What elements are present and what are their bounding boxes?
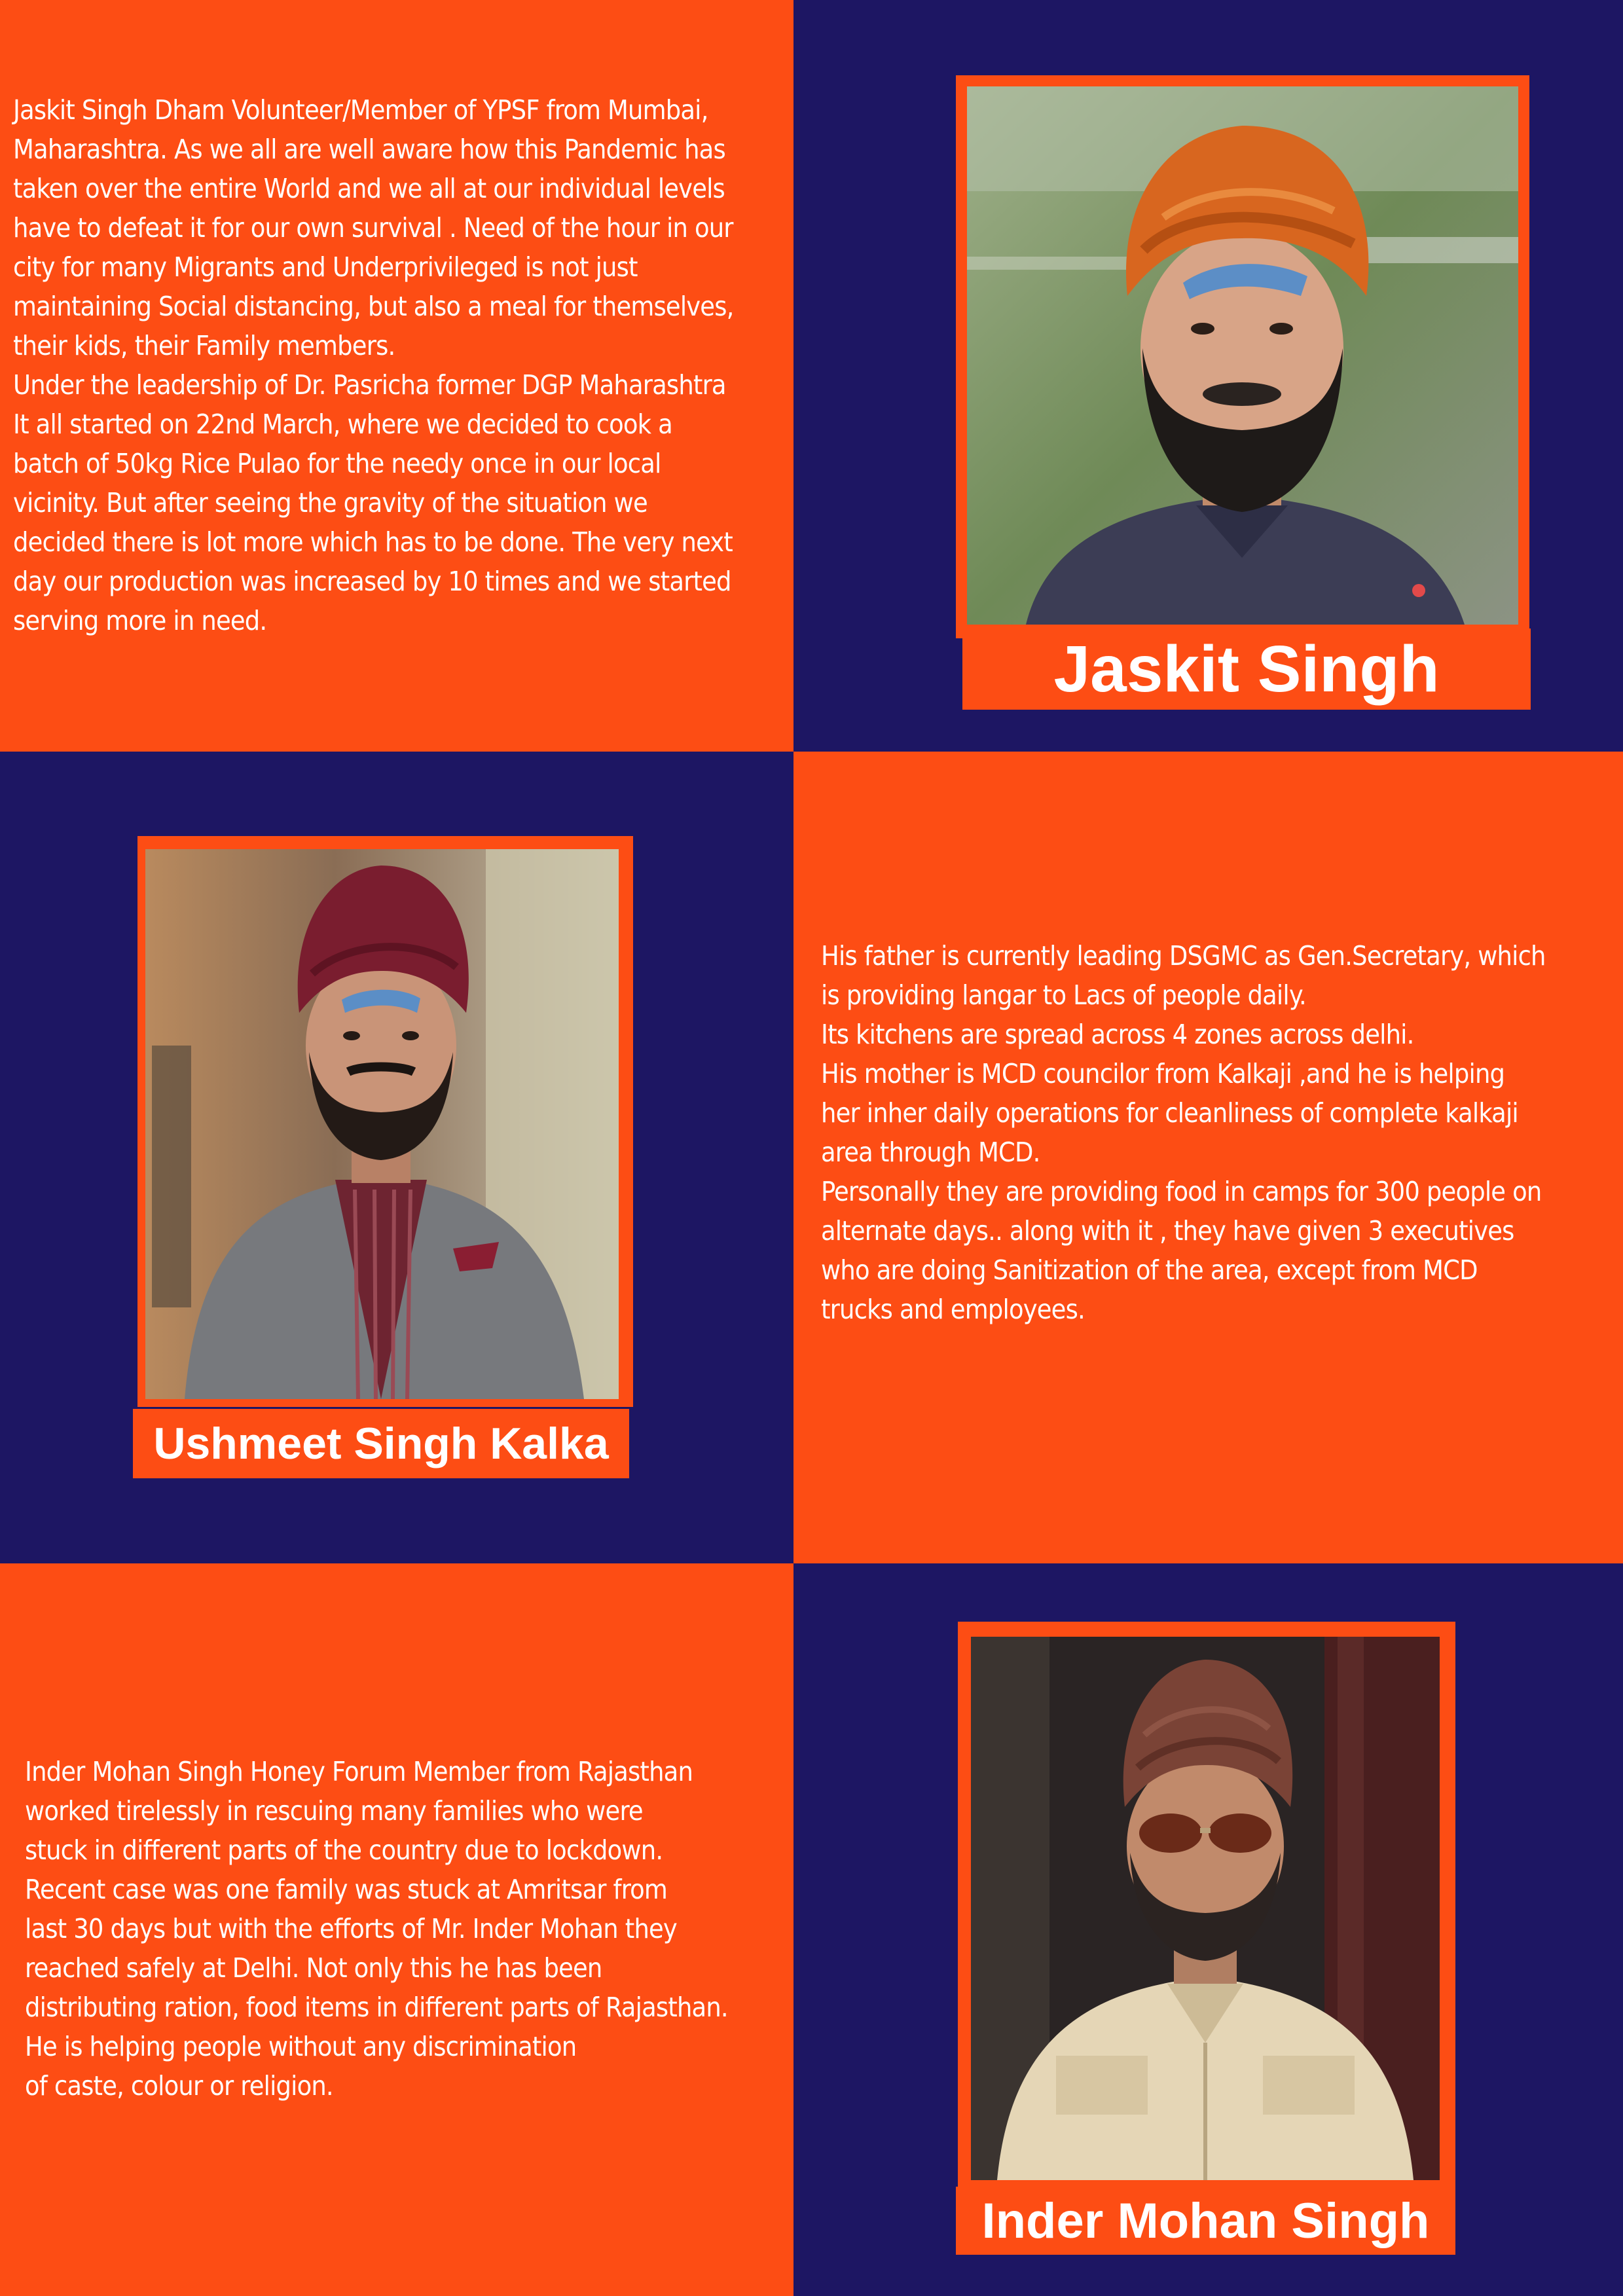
ushmeet-singh-kalka-description: His father is currently leading DSGMC as Gen.Secretary, which is providing langar to Lacs of people daily. Its kitchens are spread across 4 zones across delhi. His mother is MCD councilor from Kalkaji ,and he is helping her inher daily operations for cleanliness of complete kalkaji area through MCD. Personally they are providing food in camps for 300 people on alternate days.. along with it , they have given 3 executives who are doing Sanitization of the area, except from MCD trucks and employees. <box>821 940 1546 1325</box>
portrait-photo-inder-mohan-singh <box>971 1637 1440 2180</box>
portrait-photo-jaskit-singh <box>967 86 1518 625</box>
ushmeet-singh-kalka-portrait-icon <box>145 849 619 1399</box>
jaskit-singh-description: Jaskit Singh Dham Volunteer/Member of YPSF from Mumbai, Maharashtra. As we all are well aware how this Pandemic has taken over the entire World and we all at our individual levels have to defeat it for our own survival . Need of the hour in our city for many Migrants and Underprivileged is not just maintaining Social distancing, but also a meal for themselves, their kids, their Family members. Under the leadership of Dr. Pasricha former DGP Maharashtra It all started on 22nd March, where we decided to cook a batch of 50kg Rice Pulao for the needy once in our local vicinity. But after seeing the gravity of the situation we decided there is lot more which has to be done. The very next day our production was increased by 10 times and we started serving more in need. <box>13 94 734 636</box>
portrait-photo-ushmeet-singh-kalka <box>145 849 619 1399</box>
jaskit-singh-name-bar: Jaskit Singh <box>962 629 1531 710</box>
ushmeet-singh-kalka-name-bar: Ushmeet Singh Kalka <box>133 1409 629 1478</box>
jaskit-singh-portrait-icon <box>967 86 1518 625</box>
inder-mohan-singh-name-bar: Inder Mohan Singh <box>956 2187 1455 2255</box>
inder-mohan-singh-description: Inder Mohan Singh Honey Forum Member from Rajasthan worked tirelessly in rescuing many families who were stuck in different parts of the country due to lockdown. Recent case was one family was stuck at Amritsar from last 30 days but with the efforts of Mr. Inder Mohan they reached safely at Delhi. Not only this he has been distributing ration, food items in different parts of Rajasthan. He is helping people without any discrimination of caste, colour or religion. <box>25 1756 728 2102</box>
inder-mohan-singh-portrait-icon <box>971 1637 1440 2180</box>
